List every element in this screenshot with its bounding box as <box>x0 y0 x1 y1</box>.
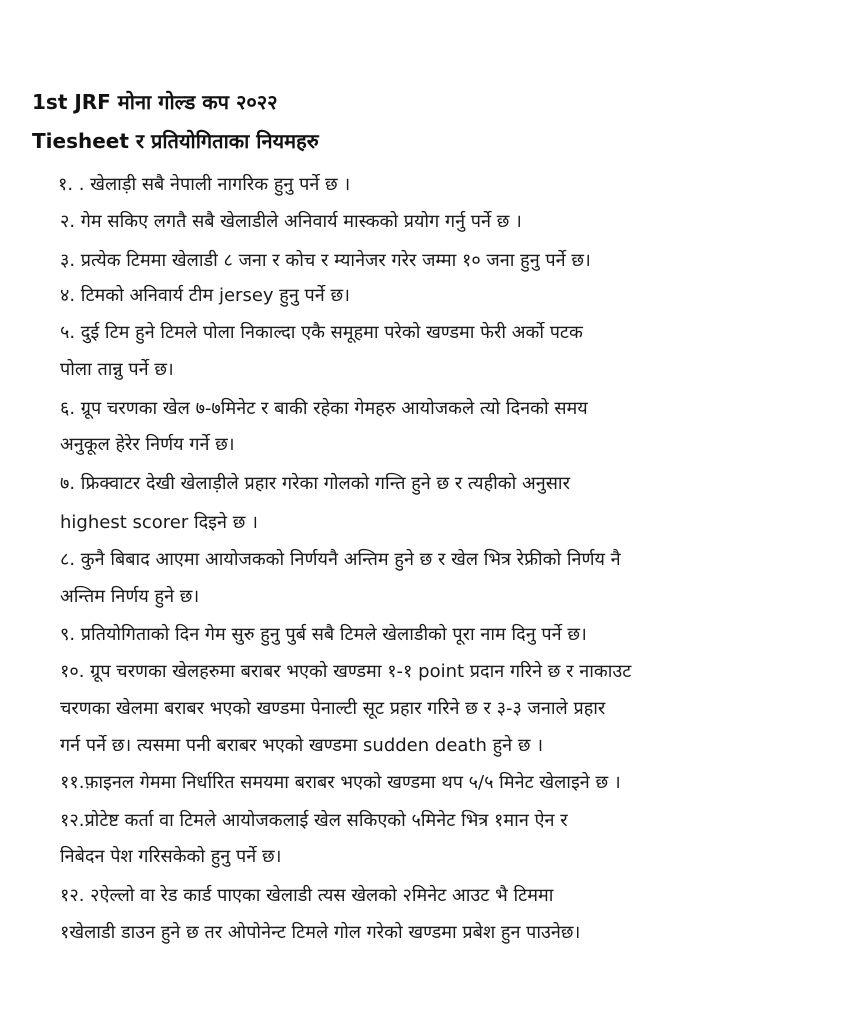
rule-8-line-1: ८. कुनै बिबाद आएमा आयोजकको निर्णयनै अन्तिम हुने छ र खेल भित्र रेफ्रीको निर्णय नै <box>60 549 621 570</box>
rule-5-line-2: पोला तान्नु पर्ने छ। <box>60 359 174 380</box>
rule-11-line-1: ११.फ़ाइनल गेममा निर्धारित समयमा बराबर भएको खण्डमा थप ५/५ मिनेट खेलाइने छ । <box>60 772 621 793</box>
rule-6-line-2: अनुकूल हेरेर निर्णय गर्ने छ। <box>60 434 235 455</box>
rule-3-line-1: ३. प्रत्येक टिममा खेलाडी ८ जना र कोच र म्यानेजर गरेर जम्मा १० जना हुनु पर्ने छ। <box>60 250 591 271</box>
rule-13-line-2: १खेलाडी डाउन हुने छ तर ओपोनेन्ट टिमले गोल गरेको खण्डमा प्रबेश हुन पाउनेछ। <box>60 922 581 943</box>
rule-10-line-3: गर्न पर्ने छ। त्यसमा पनी बराबर भएको खण्डमा sudden death हुने छ । <box>60 735 544 756</box>
rule-6-line-1: ६. ग्रूप चरणका खेल ७-७मिनेट र बाकी रहेका गेमहरु आयोजकले त्यो दिनको समय <box>60 398 588 419</box>
rule-2-line-1: २. गेम सकिए लगतै सबै खेलाडीले अनिवार्य मास्कको प्रयोग गर्नु पर्ने छ । <box>60 211 522 232</box>
rule-7-line-2: highest scorer दिइने छ । <box>60 512 258 533</box>
rule-1-line-1: १. . खेलाड़ी सबै नेपाली नागरिक हुनु पर्ने छ । <box>58 174 351 195</box>
rule-9-line-1: ९. प्रतियोगिताको दिन गेम सुरु हुनु पुर्ब सबै टिमले खेलाडीको पूरा नाम दिनु पर्ने छ। <box>60 624 587 645</box>
document-title: 1st JRF मोना गोल्ड कप २०२२ <box>32 90 278 114</box>
rule-8-line-2: अन्तिम निर्णय हुने छ। <box>60 586 200 607</box>
rule-12-line-2: निबेदन पेश गरिसकेको हुनु पर्ने छ। <box>60 846 282 867</box>
rule-7-line-1: ७. फ्रिक्वाटर देखी खेलाड़ीले प्रहार गरेका गोलको गन्ति हुने छ र त्यहीको अनुसार <box>60 473 570 494</box>
rule-4-line-1: ४. टिमको अनिवार्य टीम jersey हुनु पर्ने छ। <box>60 285 350 306</box>
rule-10-line-2: चरणका खेलमा बराबर भएको खण्डमा पेनाल्टी सूट प्रहार गरिने छ र ३-३ जनाले प्रहार <box>60 698 606 719</box>
rule-12-line-1: १२.प्रोटेष्ट कर्ता वा टिमले आयोजकलाई खेल सकिएको ५मिनेट भित्र १मान ऐन र <box>60 810 568 831</box>
document-subtitle: Tiesheet र प्रतियोगिताका नियमहरु <box>32 129 319 153</box>
rule-5-line-1: ५. दुई टिम हुने टिमले पोला निकाल्दा एकै समूहमा परेको खण्डमा फेरी अर्को पटक <box>60 322 583 343</box>
rule-13-line-1: १२. २ऐल्लो वा रेड कार्ड पाएका खेलाडी त्यस खेलको २मिनेट आउट भै टिममा <box>60 885 554 906</box>
rule-10-line-1: १०. ग्रूप चरणका खेलहरुमा बराबर भएको खण्डमा १-१ point प्रदान गरिने छ र नाकाउट <box>60 661 632 682</box>
